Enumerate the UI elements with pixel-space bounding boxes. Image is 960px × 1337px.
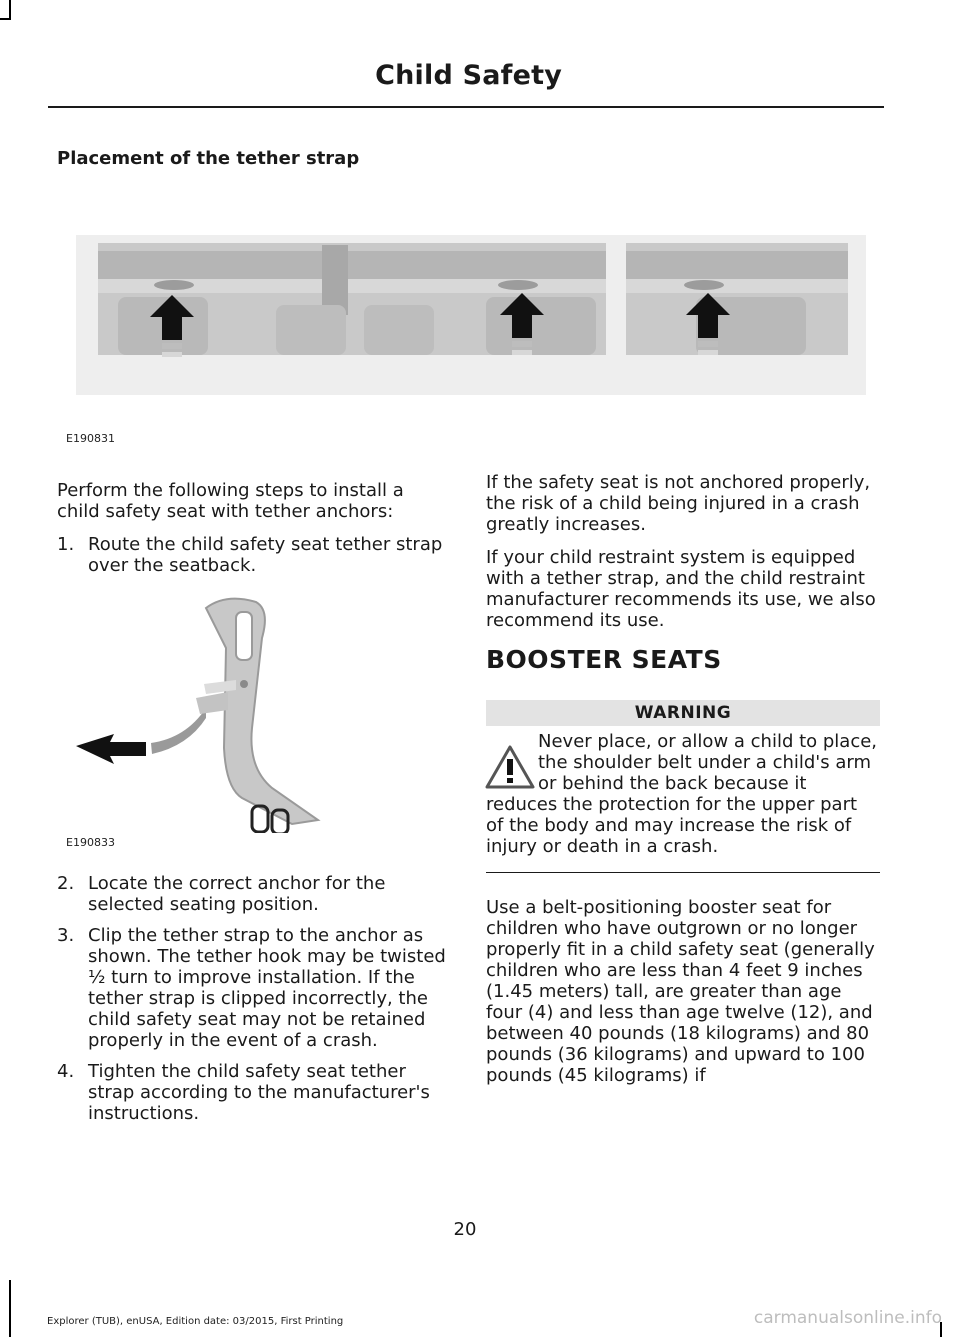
right-column bbox=[486, 472, 880, 1098]
step-number: 3. bbox=[57, 925, 75, 946]
crop-mark-top-left-h bbox=[0, 18, 11, 20]
footer-text: Explorer (TUB), enUSA, Edition date: 03/2015, First Printing bbox=[47, 1316, 344, 1327]
step-number: 1. bbox=[57, 534, 75, 555]
figure-2-id: E190833 bbox=[66, 836, 115, 849]
warning-rule bbox=[486, 872, 880, 873]
step-text: Locate the correct anchor for the selected seating position. bbox=[88, 873, 386, 915]
list-item bbox=[57, 873, 449, 915]
step-text: Tighten the child safety seat tether strap according to the manufacturer's instructions. bbox=[88, 1061, 430, 1124]
figure-spacer bbox=[57, 586, 449, 873]
chapter-title: Child Safety bbox=[375, 60, 562, 91]
crop-mark-top-left-v bbox=[9, 0, 11, 20]
list-item bbox=[57, 534, 449, 576]
paragraph-tether-recommend: If your child restraint system is equipped with a tether strap, and the child restraint manufacturer recommends its use, we also recommend its use. bbox=[486, 547, 876, 631]
figure-1-id: E190831 bbox=[66, 432, 115, 445]
header-rule bbox=[48, 106, 884, 108]
booster-seats-heading: BOOSTER SEATS bbox=[486, 645, 722, 674]
crop-mark-bottom-left-v bbox=[9, 1280, 11, 1337]
warning-text: Never place, or allow a child to place, the shoulder belt under a child's arm or behind the back because it reduces the protection for the upper part of the body and may increase the risk of injury or death in a crash. bbox=[486, 731, 878, 857]
list-item bbox=[57, 1061, 449, 1124]
warning-triangle-icon bbox=[484, 743, 536, 791]
figure-tether-anchors bbox=[56, 205, 886, 405]
paragraph-booster-usage: Use a belt-positioning booster seat for children who have outgrown or no longer properly fit in a child safety seat (generally children who are less than 4 feet 9 inches (1.45 meters) tall, are greater than age four (4) and less than age twelve (12), and between 40 pounds (18 kilograms) and 80 pounds (36 kilograms) and upward to 100 pounds (45 kilograms) if bbox=[486, 897, 875, 1086]
list-item bbox=[57, 925, 449, 1051]
warning-label: WARNING bbox=[486, 700, 880, 726]
seatback-anchor-illustration bbox=[56, 205, 886, 405]
step-text: Route the child safety seat tether strap over the seatback. bbox=[88, 534, 443, 576]
intro-paragraph: Perform the following steps to install a child safety seat with tether anchors: bbox=[57, 480, 404, 522]
page-number: 20 bbox=[453, 1219, 477, 1240]
paragraph-anchor-risk: If the safety seat is not anchored properly, the risk of a child being injured in a crash greatly increases. bbox=[486, 472, 871, 535]
section-heading: Placement of the tether strap bbox=[57, 148, 360, 169]
step-text: Clip the tether strap to the anchor as shown. The tether hook may be twisted ½ turn to improve installation. If the tether strap is clipped incorrectly, the child safety seat may not be retained properly in the event of a crash. bbox=[88, 925, 446, 1051]
step-number: 4. bbox=[57, 1061, 75, 1082]
left-column bbox=[57, 480, 449, 1134]
step-number: 2. bbox=[57, 873, 75, 894]
warning-box bbox=[486, 731, 880, 857]
watermark: carmanualsonline.info bbox=[753, 1308, 942, 1328]
